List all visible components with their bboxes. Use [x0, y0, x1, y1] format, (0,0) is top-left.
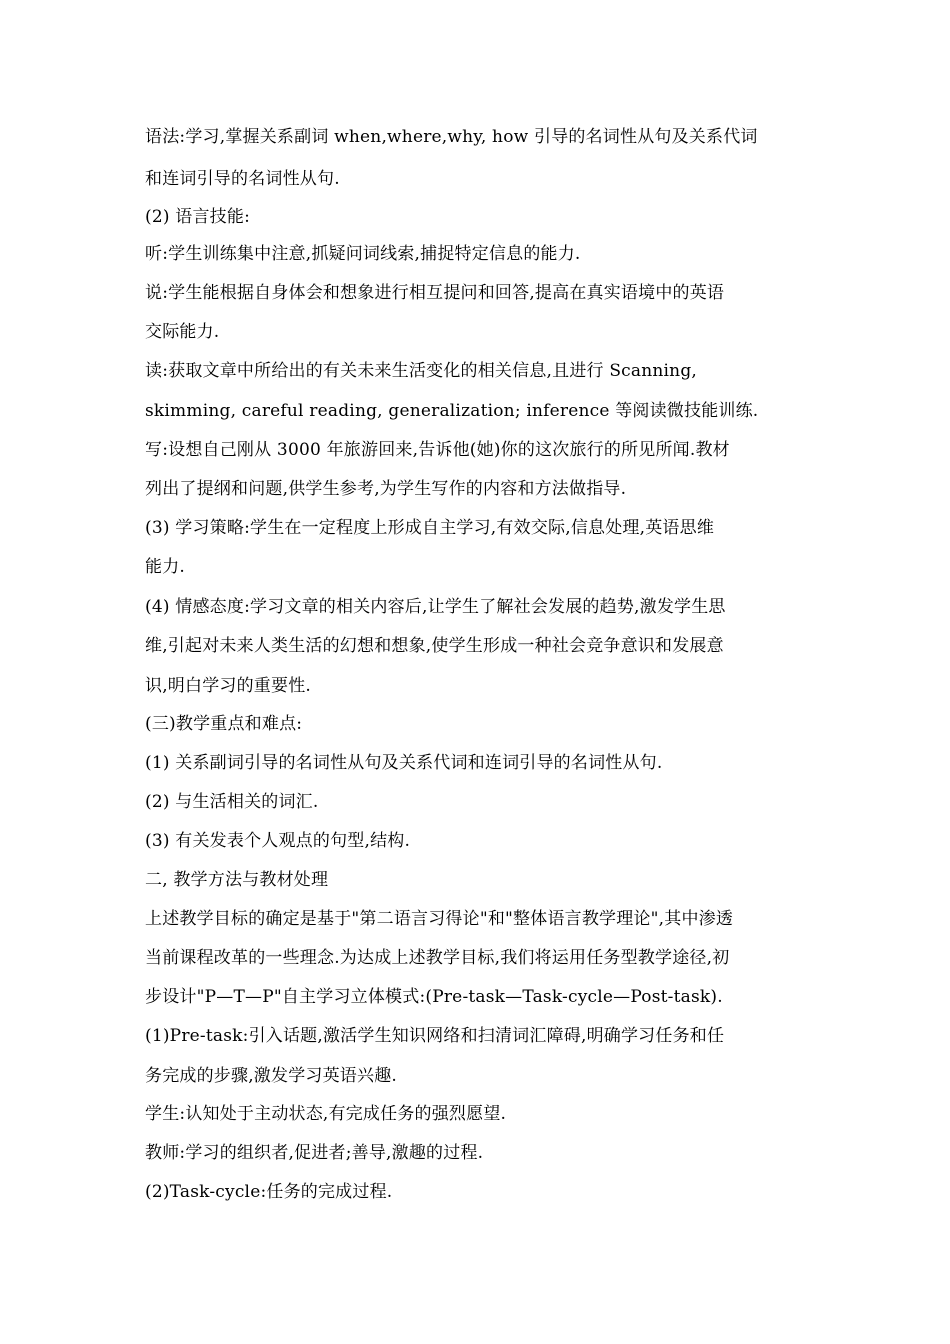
- text-line: (3) 学习策略:学生在一定程度上形成自主学习,有效交际,信息处理,英语思维: [145, 518, 715, 538]
- text-line: 步设计"P—T—P"自主学习立体模式:(Pre-task—Task-cycle—Post-task).: [145, 987, 723, 1007]
- text-line: 列出了提纲和问题,供学生参考,为学生写作的内容和方法做指导.: [145, 479, 627, 499]
- text-line: (2)Task-cycle:任务的完成过程.: [145, 1182, 393, 1202]
- text-line: (3) 有关发表个人观点的句型,结构.: [145, 831, 411, 851]
- text-line: 识,明白学习的重要性.: [145, 676, 312, 696]
- text-line: 说:学生能根据自身体会和想象进行相互提问和回答,提高在真实语境中的英语: [145, 283, 725, 303]
- text-line: (1) 关系副词引导的名词性从句及关系代词和连词引导的名词性从句.: [145, 753, 663, 773]
- text-line: 读:获取文章中所给出的有关未来生活变化的相关信息,且进行 Scanning,: [145, 361, 698, 381]
- text-line: 当前课程改革的一些理念.为达成上述教学目标,我们将运用任务型教学途径,初: [145, 948, 730, 968]
- text-line: 维,引起对未来人类生活的幻想和想象,使学生形成一种社会竞争意识和发展意: [145, 636, 724, 656]
- text-line: 听:学生训练集中注意,抓疑问词线索,捕捉特定信息的能力.: [145, 244, 581, 264]
- text-line: (2) 与生活相关的词汇.: [145, 792, 319, 812]
- text-line: (三)教学重点和难点:: [145, 714, 303, 734]
- text-line: skimming, careful reading, generalization; inference 等阅读微技能训练.: [145, 401, 759, 421]
- text-line: 务完成的步骤,激发学习英语兴趣.: [145, 1066, 398, 1086]
- text-line: (2) 语言技能:: [145, 207, 251, 227]
- text-line: 写:设想自己刚从 3000 年旅游回来,告诉他(她)你的这次旅行的所见所闻.教材: [145, 440, 730, 460]
- text-line: 和连词引导的名词性从句.: [145, 169, 340, 189]
- text-line: (4) 情感态度:学习文章的相关内容后,让学生了解社会发展的趋势,激发学生思: [145, 597, 726, 617]
- text-line: 二, 教学方法与教材处理: [145, 870, 329, 890]
- text-line: 语法:学习,掌握关系副词 when,where,why, how 引导的名词性从句及关系代词: [145, 127, 758, 147]
- text-line: 能力.: [145, 557, 186, 577]
- text-line: 上述教学目标的确定是基于"第二语言习得论"和"整体语言教学理论",其中渗透: [145, 909, 734, 929]
- text-line: (1)Pre-task:引入话题,激活学生知识网络和扫清词汇障碍,明确学习任务和任: [145, 1026, 725, 1046]
- text-line: 学生:认知处于主动状态,有完成任务的强烈愿望.: [145, 1104, 507, 1124]
- text-line: 教师:学习的组织者,促进者;善导,激趣的过程.: [145, 1143, 484, 1163]
- text-line: 交际能力.: [145, 322, 220, 342]
